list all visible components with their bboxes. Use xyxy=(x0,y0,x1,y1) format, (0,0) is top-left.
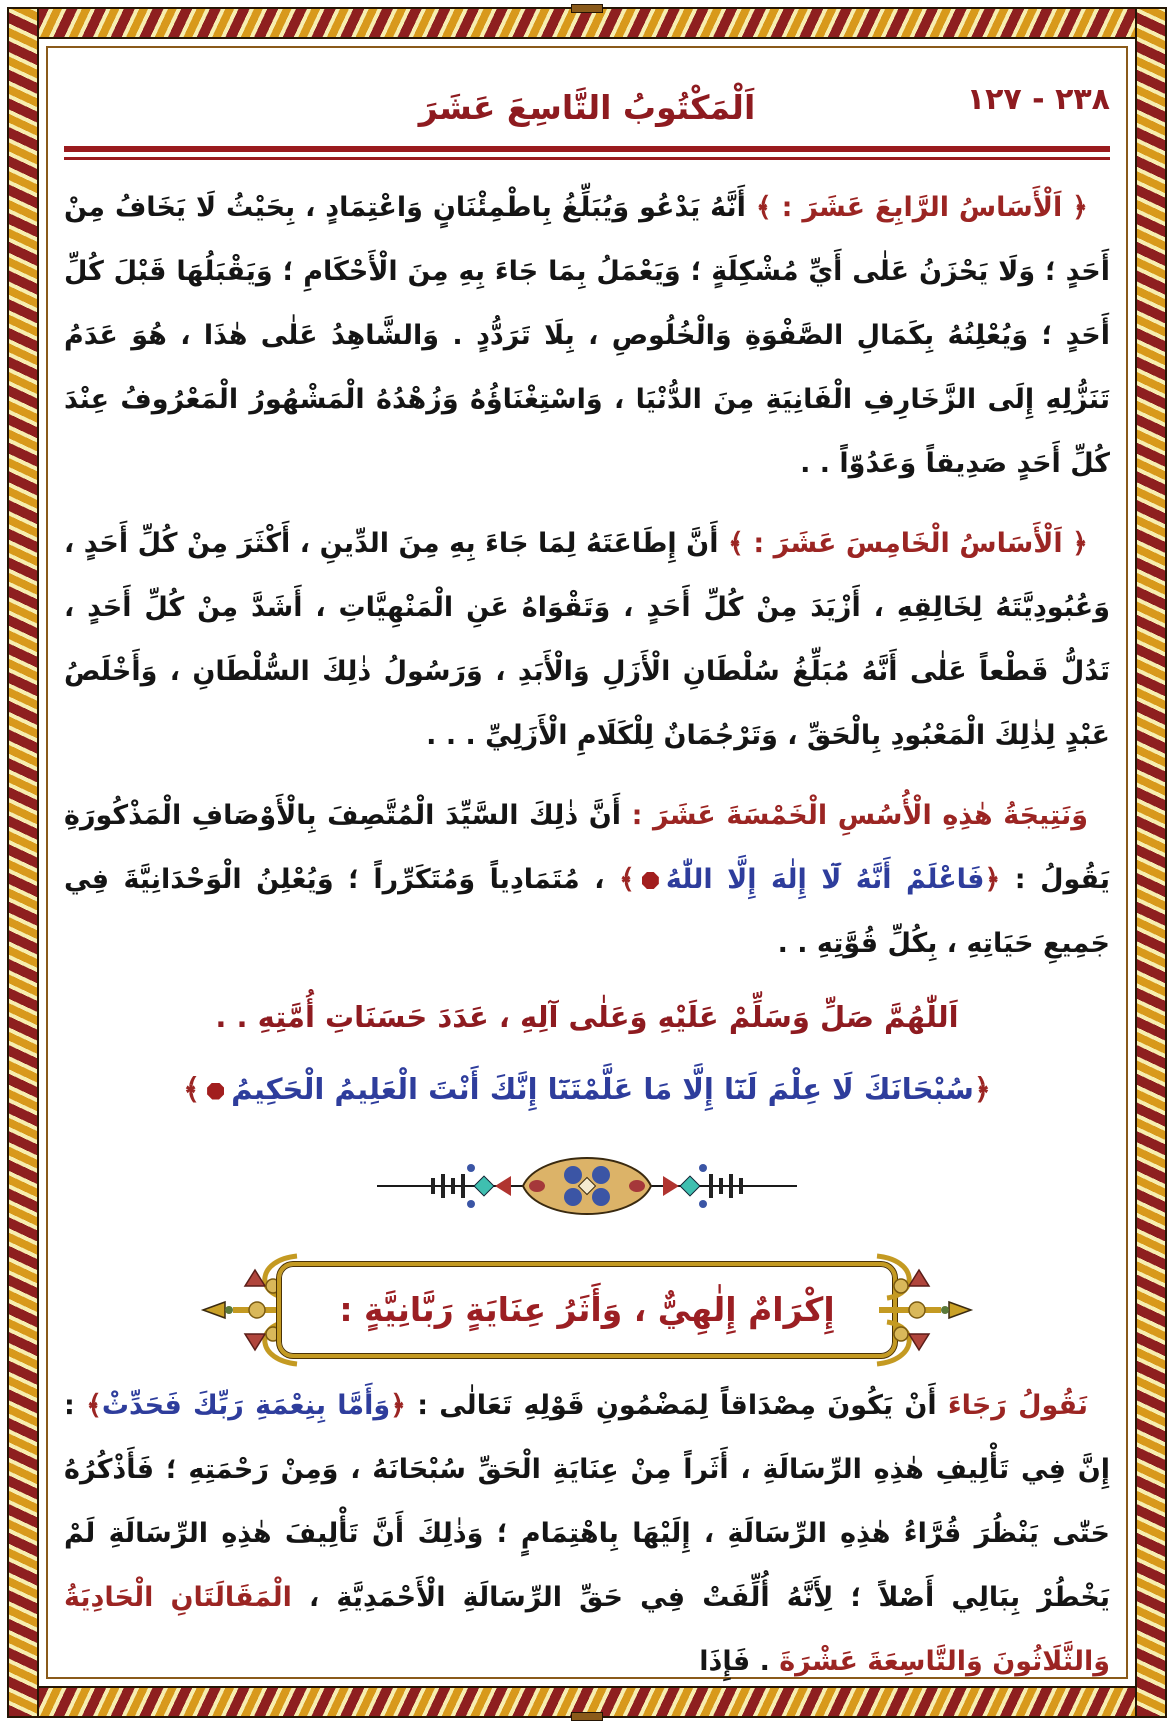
text-segment-bracket: ﴾ xyxy=(86,1390,102,1421)
quran-verse-line xyxy=(64,1058,1110,1120)
text-segment-bracket: ﴿ xyxy=(390,1390,406,1421)
paragraph-foundation-15 xyxy=(64,512,1110,768)
header-rule xyxy=(64,146,1110,160)
text-segment-black: ، مُتَمَادِياً وَمُتَكَرِّراً ؛ وَيُعْلِنُ الْوَحْدَانِيَّةَ فِي جَمِيعِ حَيَاتِهِ ، بِكُلِّ قُوَّتِهِ . . xyxy=(64,864,1110,959)
text-segment-bracket: ﴿ xyxy=(973,1072,991,1106)
text-segment-bracket: ﴾ xyxy=(745,192,772,223)
ornamental-divider-icon xyxy=(377,1148,797,1224)
section-heading-title: إِكْرَامٌ إِلٰهِيٌّ ، وَأَثَرُ عِنَايَةٍ رَبَّانِيَّةٍ : xyxy=(339,1290,835,1329)
text-segment-blue: سُبْحَانَكَ لَا عِلْمَ لَنَٓا إِلَّا مَا عَلَّمْتَنَٓا إِنَّكَ أَنْتَ الْعَلِيمُ الْحَكِيمُ xyxy=(231,1072,974,1106)
text-segment-blue: فَاعْلَمْ أَنَّهُ لَٓا إِلٰهَ إِلَّا اللّٰهُ xyxy=(665,864,985,895)
text-segment-red: نَقُولُ رَجَاءَ xyxy=(936,1390,1089,1421)
text-segment-black: أَنَّ ذٰلِكَ السَّيِّدَ الْمُتَّصِفَ بِالْأَوْصَافِ الْمَذْكُورَةِ يَقُولُ : xyxy=(64,800,1110,895)
section-heading-frame xyxy=(277,1262,897,1358)
text-segment-bracket: ﴿ xyxy=(1062,192,1088,223)
text-segment-black: أَنَّهُ يَدْعُو وَيُبَلِّغُ بِاطْمِئْنَانٍ وَاعْتِمَادٍ ، بِحَيْثُ لَا يَخَافُ مِنْ أَحَدٍ ؛ وَلَا يَحْزَنُ عَلٰى أَيِّ مُشْكِلَةٍ ؛ وَيَعْمَلُ بِمَا جَاءَ بِهِ مِنَ الْأَحْكَامِ ؛ وَيَقْبَلُهَا قَبْلَ كُلِّ أَحَدٍ ؛ وَيُعْلِنُهُ بِكَمَالِ الصَّفْوَةِ وَالْخُلُوصِ ، بِلَا تَرَدُّدٍ . وَالشَّاهِدُ عَلٰى هٰذَا ، هُوَ عَدَمُ تَنَزُّلِهِ إِلَى الزَّخَارِفِ الْفَانِيَةِ مِنَ الدُّنْيَا ، وَاسْتِغْنَاؤُهُ وَزُهْدُهُ الْمَشْهُورُ الْمَعْرُوفُ عِنْدَ كُلِّ أَحَدٍ صَدِيقاً وَعَدُوّاً . . xyxy=(64,192,1110,479)
text-segment-black: : إِنَّ فِي تَأْلِيفِ هٰذِهِ الرِّسَالَةِ ، أَثَراً مِنْ عِنَايَةِ الْحَقِّ سُبْحَانَهُ ، وَمِنْ رَحْمَتِهِ ؛ فَأَذْكُرُهُ حَتّٰى يَنْظُرَ قُرَّاءُ هٰذِهِ الرِّسَالَةِ ، إِلَيْهَا بِاهْتِمَامٍ ؛ وَذٰلِكَ أَنَّ تَأْلِيفَ هٰذِهِ الرِّسَالَةِ لَمْ يَخْطُرْ بِبَالِي أَصْلاً ؛ لِأَنَّهُ أُلِّفَتْ فِي حَقِّ الرِّسَالَةِ الْأَحْمَدِيَّةِ ، xyxy=(64,1390,1110,1613)
border-notch-bottom xyxy=(571,1712,603,1721)
page-header xyxy=(64,78,1110,138)
text-segment-bracket: ﴾ xyxy=(183,1072,201,1106)
page-numbers: ٢٣٨ - ١٢٧ xyxy=(966,82,1110,117)
page-content xyxy=(64,58,1110,1677)
text-segment-bracket: ﴾ xyxy=(718,528,744,559)
text-segment-red: اَلْأَسَاسُ الرَّابِعَ عَشَرَ : xyxy=(771,192,1063,223)
text-segment-bracket: ﴾ xyxy=(619,864,635,895)
page-title: اَلْمَكْتُوبُ التَّاسِعَ عَشَرَ xyxy=(418,88,756,127)
text-segment-red: اَلْأَسَاسُ الْخَامِسَ عَشَرَ : xyxy=(743,528,1063,559)
text-segment-black: . فَإِذَا xyxy=(699,1646,780,1677)
floral-ornament-right-icon xyxy=(871,1232,975,1388)
ayah-rosette-icon xyxy=(642,872,659,889)
paragraph-foundation-14 xyxy=(64,176,1110,496)
salawat-line: اَللّٰهُمَّ صَلِّ وَسَلِّمْ عَلَيْهِ وَعَلٰى آلِهِ ، عَدَدَ حَسَنَاتِ أُمَّتِهِ . . xyxy=(215,1000,959,1034)
divider-row xyxy=(64,1148,1110,1228)
text-segment-bracket: ﴿ xyxy=(984,864,1001,895)
ayah-rosette-icon xyxy=(207,1083,224,1100)
text-segment-blue: وَأَمَّا بِنِعْمَةِ رَبِّكَ فَحَدِّثْ xyxy=(101,1390,391,1421)
paragraph-result-of-foundations xyxy=(64,784,1110,976)
border-notch-top xyxy=(571,4,603,13)
section-heading-box xyxy=(277,1262,897,1358)
text-segment-black: أَنْ يَكُونَ مِصْدَاقاً لِمَضْمُونِ قَوْلِهِ تَعَالٰى : xyxy=(405,1390,937,1421)
border-band-right xyxy=(1135,7,1167,1718)
paragraph-divine-favor xyxy=(64,1374,1110,1694)
text-segment-red: وَنَتِيجَةُ هٰذِهِ الْأُسُسِ الْخَمْسَةَ عَشَرَ : xyxy=(621,800,1088,831)
text-segment-black: أَنَّ إِطَاعَتَهُ لِمَا جَاءَ بِهِ مِنَ الدِّينِ ، أَكْثَرَ مِنْ كُلِّ أَحَدٍ ، وَعُبُودِيَّتَهُ لِخَالِقِهِ ، أَزْيَدَ مِنْ كُلِّ أَحَدٍ ، وَتَقْوَاهُ عَنِ الْمَنْهِيَّاتِ ، أَشَدَّ مِنْ كُلِّ أَحَدٍ ، تَدُلُّ قَطْعاً عَلٰى أَنَّهُ مُبَلِّغُ سُلْطَانِ الْأَزَلِ وَالْأَبَدِ ، وَرَسُولُ ذٰلِكَ السُّلْطَانِ ، وَأَخْلَصُ عَبْدٍ لِذٰلِكَ الْمَعْبُودِ بِالْحَقِّ ، وَتَرْجُمَانٌ لِلْكَلَامِ الْأَزَلِيِّ . . . xyxy=(64,528,1110,751)
border-band-left xyxy=(7,7,39,1718)
text-segment-bracket: ﴿ xyxy=(1062,528,1088,559)
text-segment-red: الْمَقَالَتَانِ الْحَادِيَةُ وَالثَّلَاثُونَ وَالتَّاسِعَةَ عَشْرَةَ xyxy=(64,1582,1110,1677)
